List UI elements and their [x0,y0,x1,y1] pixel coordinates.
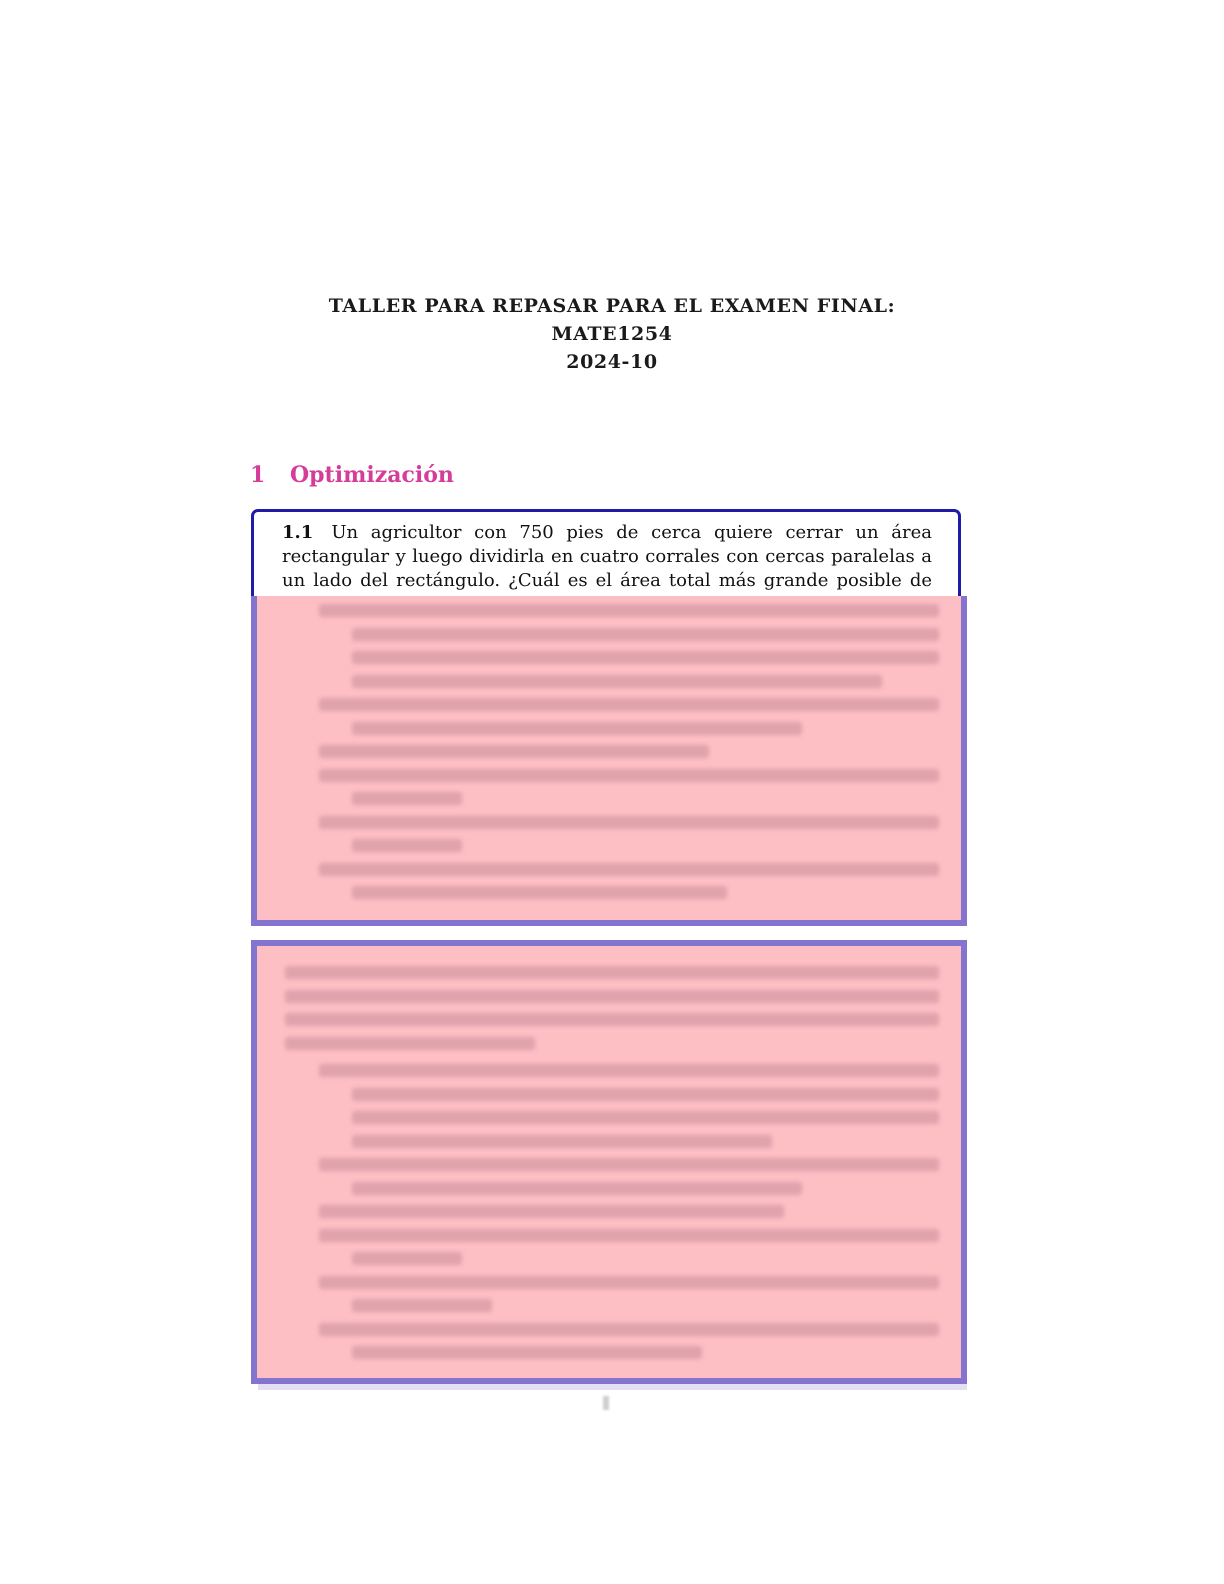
document-title [0,292,1224,376]
box-shadow [258,1384,967,1390]
redacted-region-1 [251,596,967,926]
problem-1-text: Un agricultor con 750 pies de cerca quiere cerrar un área rectangular y luego dividirla en cuatro corrales con cercas paralelas a un lado del rectángulo. ¿Cuál es el área total más grande posible de [282,522,932,591]
redacted-region-2 [251,940,967,1384]
problem-1-number: 1.1 [282,522,314,543]
section-title: Optimización [290,462,454,488]
title-line-1: TALLER PARA REPASAR PARA EL EXAMEN FINAL: [328,295,896,317]
redacted-text-1 [257,596,961,920]
page-number-redacted [603,1396,609,1410]
title-line-3: 2024-10 [566,351,658,373]
title-line-2: MATE1254 [551,323,673,345]
section-number: 1 [250,462,266,488]
redacted-text-2 [257,946,961,1378]
section-heading [250,462,454,488]
